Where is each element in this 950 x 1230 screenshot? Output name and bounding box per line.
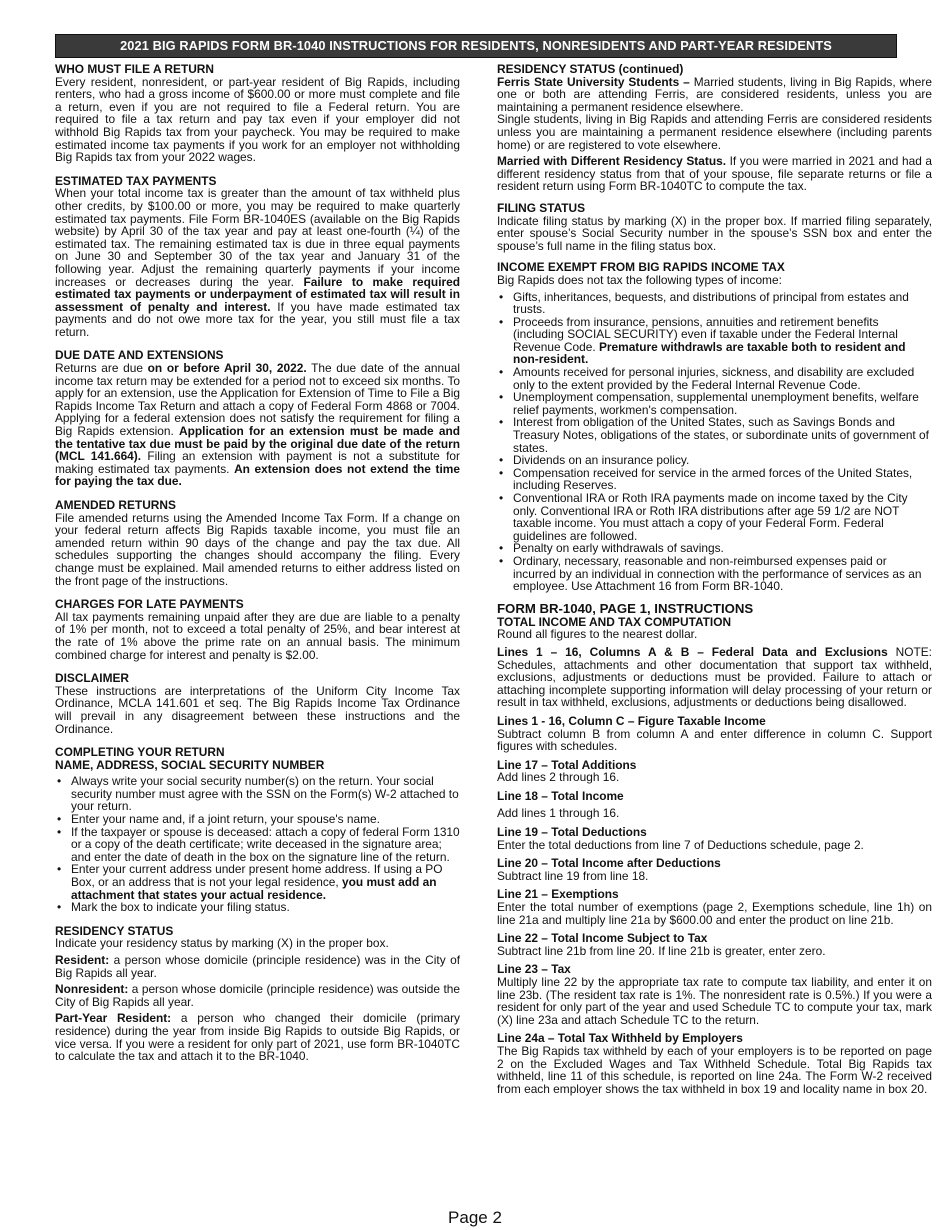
section-text: When your total income tax is greater than the amount of tax withheld plus other credits, by $100.00 or more, you may be required to make quarterly estimated tax payments. File Form BR-1040ES (available on the Big Rapids website) by April 30 of the tax year and pay at least one-fourth (¼) of the estimated tax. The remaining estimated tax is due in three equal payments on June 30 and September 30 of the tax year and January 31 of the following year. Adjust the remaining quarterly payments if your income increases or decreases during the year. Failure to make required estimated tax payments or underpayment of estimated tax will result in assessment of penalty and interest. If you have made estimated tax payments and do not owe more tax for the year, you still must file a tax return.: [55, 186, 461, 339]
line-heading: Line 17 – Total Additions: [497, 757, 637, 772]
line-23: [497, 963, 932, 1026]
married-different-text: Married with Different Residency Status. If you were married in 2021 and had a different residency status from that of your spouse, file separate returns or file a resident return using Form BR-1040TC to compute the tax.: [497, 154, 932, 194]
part-year-definition: Part-Year Resident: a person who changed their domicile (primary residence) during the year from inside Big Rapids to outside Big Rapids, or vice versa. If you were a resident for only part of 2021, use form BR-1040TC to calculate the tax and attach it to the BR-1040.: [55, 1011, 460, 1064]
line-text: Add lines 1 through 16.: [497, 806, 620, 821]
section-subheading: TOTAL INCOME AND TAX COMPUTATION: [497, 614, 732, 629]
resident-definition: Resident: a person whose domicile (principle residence) was in the City of Big Rapids all year.: [55, 953, 460, 980]
list-item: • Enter your current address under present home address. If using a PO Box, or an address that is not your legal residence, you must add an attachment that states your actual residence.: [55, 863, 460, 901]
line-text: Enter the total deductions from line 7 of Deductions schedule, page 2.: [497, 837, 864, 852]
section-filing-status: [497, 202, 932, 252]
exempt-list: [497, 291, 932, 593]
section-completing-return: [55, 746, 460, 914]
line-20: [497, 857, 932, 882]
section-late-charges: [55, 598, 460, 661]
left-column: [55, 63, 460, 1074]
nonresident-definition: Nonresident: a person whose domicile (principle residence) was outside the City of Big Rapids all year.: [55, 982, 460, 1009]
line-21: [497, 888, 932, 926]
section-heading: RESIDENCY STATUS (continued): [497, 62, 684, 76]
section-heading: ESTIMATED TAX PAYMENTS: [55, 173, 217, 188]
list-item: • Amounts received for personal injuries, sickness, and disability are excluded only to the extent provided by the Federal Internal Revenue Code.: [497, 366, 932, 391]
list-item: • Compensation received for service in the armed forces of the United States, including Reserves.: [497, 467, 932, 492]
section-heading: DUE DATE AND EXTENSIONS: [55, 348, 224, 363]
line-text: Multiply line 22 by the appropriate tax rate to compute tax liability, and enter it on line 23b. (The resident tax rate is 1%. The nonresident rate is 0.5%.) If you were a resident for only part of the year and used Schedule TC to compute your tax, mark (X) line 23a and attach Schedule TC to the return.: [497, 975, 932, 1027]
line-text: Subtract line 19 from line 18.: [497, 868, 649, 883]
line-1-16-ab: [497, 646, 932, 709]
line-22: [497, 932, 932, 957]
line-heading: Lines 1 - 16, Column C – Figure Taxable Income: [497, 713, 766, 728]
section-text: File amended returns using the Amended Income Tax Form. If a change on your federal return affects Big Rapids taxable income, you must file an amended return within 90 days of the change and pay the tax due. All schedules supporting the changes should accompany the filing. Every change must be explained. Mail amended returns to either address listed on the front page of the instructions.: [55, 510, 460, 588]
section-text: All tax payments remaining unpaid after they are due are liable to a penalty of 1% per month, not to exceed a total penalty of 25%, and bear interest at the rate of 1% above the prime rate on an annual basis. The minimum combined charge for interest and penalty is $2.00.: [55, 609, 460, 662]
line-19: [497, 826, 932, 851]
list-item: • Enter your name and, if a joint return, your spouse's name.: [55, 813, 460, 826]
section-text: Every resident, nonresident, or part-year resident of Big Rapids, including renters, who had a gross income of $600.00 or more must complete and file a return, even if you are not required to file a Federal return. You are required to file a tax return and pay tax even if your employer did not withhold Big Rapids tax from your paycheck. You may be required to make estimated income tax payments if you work for an employer not withholding Big Rapids tax from your 2022 wages.: [55, 74, 460, 165]
list-item: • Proceeds from insurance, pensions, annuities and retirement benefits (including SOCIAL SECURITY) even if taxable under the Federal Internal Revenue Code. Premature withdrawls are taxable both to resident and non-resident.: [497, 316, 932, 366]
line-text: Subtract column B from column A and enter difference in column C. Support figures with schedules.: [497, 726, 932, 754]
completing-list: [55, 775, 460, 914]
line-heading: Line 18 – Total Income: [497, 788, 624, 803]
list-item: • Gifts, inheritances, bequests, and distributions of principal from estates and trusts.: [497, 291, 932, 316]
line-heading: Line 22 – Total Income Subject to Tax: [497, 931, 708, 946]
section-form-instructions: [497, 602, 932, 641]
line-heading: Line 24a – Total Tax Withheld by Employers: [497, 1031, 743, 1046]
section-estimated-tax: [55, 175, 460, 339]
list-item: • Unemployment compensation, supplemental unemployment benefits, welfare relief payments, workmen's compensation.: [497, 391, 932, 416]
line-24a: [497, 1032, 932, 1095]
line-heading: Line 20 – Total Income after Deductions: [497, 856, 721, 871]
section-amended-returns: [55, 499, 460, 587]
section-disclaimer: [55, 672, 460, 735]
line-18: [497, 790, 932, 820]
section-heading: COMPLETING YOUR RETURN: [55, 745, 225, 760]
section-text: Indicate filing status by marking (X) in the proper box. If married filing separately, enter spouse’s Social Security number in the spouse’s SSN box and enter the spouse’s full name in the filing status box.: [497, 213, 932, 253]
section-text: Round all figures to the nearest dollar.: [497, 627, 698, 642]
section-residency-continued: [497, 63, 932, 193]
section-text: Returns are due on or before April 30, 2022. The due date of the annual income tax return may be extended for a period not to exceed six months. To apply for an extension, use the Application for Extension of Time to File a Big Rapids Income Tax Return and attach a copy of Federal Form 4868 or 7004. Applying for a federal extension does not satisfy the requirement for filing a Big Rapids extension. Application for an extension must be made and the tentative tax due must be paid by the original due date of the return (MCL 141.664). Filing an extension with payment is not a substitute for making estimated tax payments. An extension does not extend the time for paying the tax due.: [55, 361, 460, 489]
section-text: These instructions are interpretations of the Uniform City Income Tax Ordinance, MCLA 141.601 et seq. The Big Rapids Income Tax Ordinance will prevail in any disagreement between these instructions and the Ordinance.: [55, 683, 460, 736]
line-1-16-c: [497, 715, 932, 753]
section-heading: AMENDED RETURNS: [55, 498, 176, 512]
list-item: • Dividends on an insurance policy.: [497, 454, 932, 467]
line-text: Add lines 2 through 16.: [497, 770, 620, 785]
section-heading: RESIDENCY STATUS: [55, 923, 174, 938]
section-exempt-income: [497, 261, 932, 592]
list-item: • Ordinary, necessary, reasonable and non-reimbursed expenses paid or incurred by an individual in connection with the performance of services as an employee. Use Attachment 16 from Form BR-1040.: [497, 555, 932, 593]
section-who-must-file: [55, 63, 460, 164]
line-text: The Big Rapids tax withheld by each of your employers is to be reported on page 2 on the Excluded Wages and Tax Withheld Schedule. Total Big Rapids tax withheld, line 11 of this schedule, is reported on line 24a. The Form W-2 received from each employer shows the tax withheld in box 19 and locality name in box 20.: [497, 1043, 932, 1096]
line-17: [497, 759, 932, 784]
line-heading: Line 19 – Total Deductions: [497, 825, 647, 840]
section-heading: FILING STATUS: [497, 200, 586, 215]
list-item: • Mark the box to indicate your filing status.: [55, 901, 460, 914]
section-heading: DISCLAIMER: [55, 671, 129, 686]
section-heading: FORM BR-1040, PAGE 1, INSTRUCTIONS: [497, 600, 754, 616]
section-residency-status: [55, 925, 460, 1063]
list-item: • If the taxpayer or spouse is deceased: attach a copy of federal Form 1310 or a copy of the death certificate; write deceased in the signature area; and enter the date of death in the box on the signature line of the return.: [55, 826, 460, 864]
list-item: • Interest from obligation of the United States, such as Savings Bonds and Treasury Notes, obligations of the states, or subordinate units of government of states.: [497, 416, 932, 454]
right-column: [497, 63, 932, 1104]
line-text: Enter the total number of exemptions (page 2, Exemptions schedule, line 1h) on line 21a and multiply line 21a by $600.00 and enter the product on line 21b.: [497, 900, 932, 927]
ferris-students-text: Ferris State University Students – Married students, living in Big Rapids, where one or both are attending Ferris, are considered residents, unless you are maintaining a permanent residence elsewhere.: [497, 74, 932, 114]
page-header-banner: 2021 BIG RAPIDS FORM BR-1040 INSTRUCTIONS FOR RESIDENTS, NONRESIDENTS AND PART-YEAR RESIDENTS: [55, 34, 897, 58]
page-number: Page 2: [448, 1208, 502, 1227]
list-item: • Penalty on early withdrawals of savings.: [497, 542, 932, 555]
line-heading: Line 23 – Tax: [497, 962, 571, 977]
line-text: Lines 1 – 16, Columns A & B – Federal Data and Exclusions NOTE: Schedules, attachments and other documentation that support tax withheld, exclusions, adjustments or deductions must be provided. Failure to attach or attaching incomplete supporting information will delay processing of your return or result in tax withheld, exclusions, adjustments or deductions being disallowed.: [497, 644, 932, 710]
section-heading: CHARGES FOR LATE PAYMENTS: [55, 597, 244, 612]
section-subheading: NAME, ADDRESS, SOCIAL SECURITY NUMBER: [55, 757, 325, 772]
section-heading: INCOME EXEMPT FROM BIG RAPIDS INCOME TAX: [497, 260, 785, 275]
single-students-text: Single students, living in Big Rapids and attending Ferris are considered residents unless you are maintaining a permanent residence elsewhere (including parents home) or are registered to vote elsewhere.: [497, 112, 932, 152]
section-text: Big Rapids does not tax the following types of income:: [497, 272, 782, 287]
line-heading: Line 21 – Exemptions: [497, 887, 619, 902]
list-item: • Conventional IRA or Roth IRA payments made on income taxed by the City only. Conventional IRA or Roth IRA distributions after age 59 1/2 are NOT taxable income. You must attach a copy of your Federal Form. Federal guidelines are followed.: [497, 492, 932, 542]
line-text: Subtract line 21b from line 20. If line 21b is greater, enter zero.: [497, 943, 826, 958]
list-item: • Always write your social security number(s) on the return. Your social security number must agree with the SSN on the Form(s) W-2 attached to your return.: [55, 775, 460, 813]
section-due-date: [55, 349, 460, 488]
section-text: Indicate your residency status by marking (X) in the proper box.: [55, 936, 389, 951]
section-heading: WHO MUST FILE A RETURN: [55, 62, 214, 76]
